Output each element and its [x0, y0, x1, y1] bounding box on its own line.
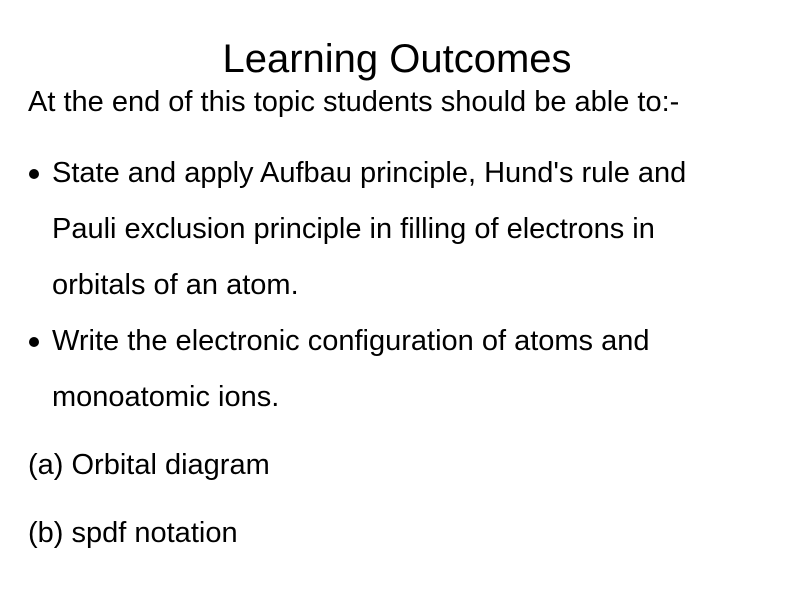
sub-item-orbital-diagram: (a) Orbital diagram: [28, 449, 270, 481]
bullet-item: [0, 313, 686, 425]
bullet-line: orbitals of an atom.: [52, 269, 299, 301]
bullet-line: Pauli exclusion principle in filling of electrons in: [52, 213, 655, 245]
intro-text: At the end of this topic students should be able to:-: [28, 86, 680, 118]
bullet-line: State and apply Aufbau principle, Hund's rule and: [52, 157, 687, 189]
bullet-list: [0, 145, 686, 425]
bullet-line: Write the electronic configuration of atoms and: [52, 325, 650, 357]
bullet-item: [0, 145, 686, 313]
bullet-dot-icon: [29, 169, 39, 179]
slide-title: Learning Outcomes: [222, 37, 572, 81]
bullet-line: monoatomic ions.: [52, 381, 280, 413]
bullet-dot-icon: [29, 337, 39, 347]
sub-item-spdf-notation: (b) spdf notation: [28, 517, 238, 549]
